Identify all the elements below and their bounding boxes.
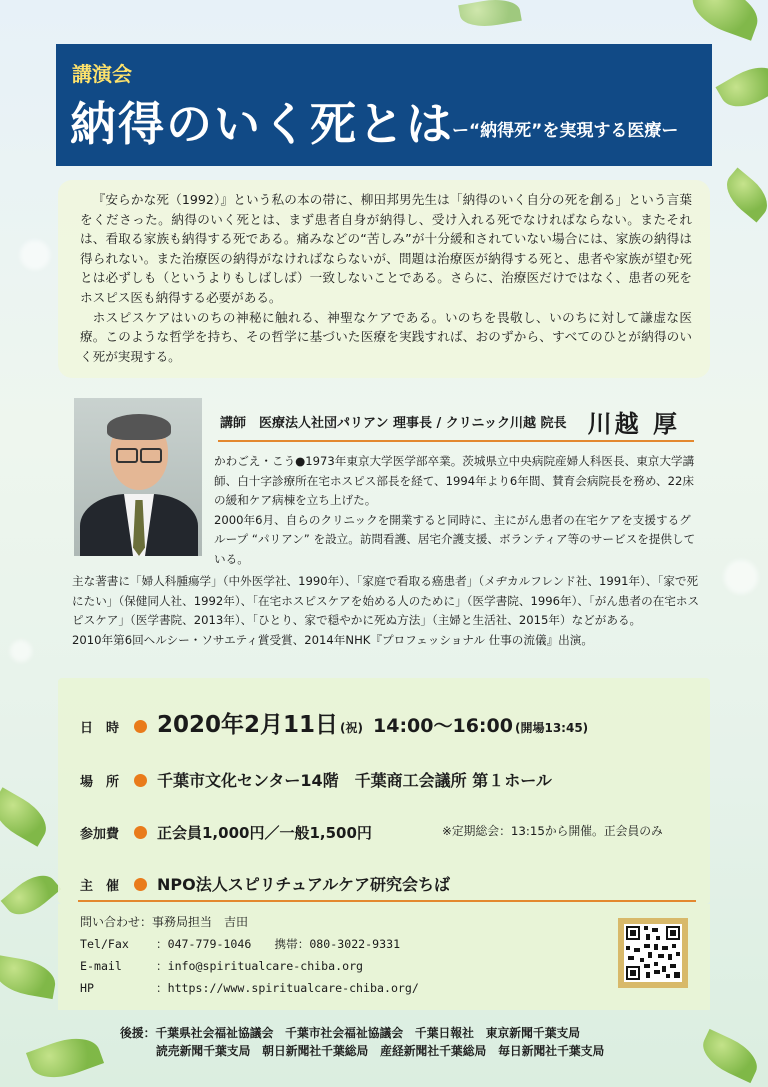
event-host: NPO法人スピリチュアルケア研究会ちば bbox=[157, 875, 450, 894]
leaf-decoration bbox=[26, 1029, 104, 1087]
bullet-dot-icon bbox=[134, 826, 147, 839]
event-fee: 正会員1,000円／一般1,500円 bbox=[157, 824, 372, 842]
lecturer-bio bbox=[214, 452, 696, 569]
photo-glasses bbox=[116, 448, 138, 463]
sponsors-line: 読売新聞千葉支局 朝日新聞社千葉総局 産経新聞社千葉総局 毎日新聞社千葉支局 bbox=[156, 1044, 605, 1058]
leaf-decoration bbox=[696, 1029, 764, 1083]
event-time: 14:00～16:00 bbox=[373, 715, 513, 737]
email-link[interactable]: ：info@spiritualcare-chiba.org bbox=[156, 959, 364, 973]
qr-code-frame bbox=[618, 918, 688, 988]
date-label: 日 時 bbox=[80, 721, 120, 736]
photo-hair bbox=[107, 414, 171, 440]
lecturer-name: 川越 厚 bbox=[587, 410, 680, 438]
bokeh-decoration bbox=[10, 640, 32, 662]
leaf-decoration bbox=[1, 866, 62, 924]
bullet-dot-icon bbox=[134, 720, 147, 733]
works-paragraph: 主な著書に「婦人科腫瘍学」（中外医学社、1990年）、「家庭で看取る癌患者」（メヂカルフレンド社、1991年）、「家で死にたい」（保健同人社、1992年）、「在宅ホスピスケアを始める人のために」（医学書院、1996年）、「がん患者の在宅ホスピスケア」（医学書院、2013年）、「ひとり、家で穏やかに死ぬ方法」（主婦と生活社、2015年）などがある。 bbox=[72, 574, 700, 627]
event-place: 千葉市文化センター14階 千葉商工会議所 第１ホール bbox=[157, 771, 552, 790]
fee-note: ※定期総会：13:15から開催。正会員のみ bbox=[442, 824, 663, 838]
place-label: 場 所 bbox=[80, 775, 120, 790]
leaf-decoration bbox=[716, 57, 768, 116]
tel-row bbox=[80, 934, 400, 955]
website-link[interactable]: ：https://www.spiritualcare-chiba.org/ bbox=[156, 981, 419, 995]
email-label: E-mail bbox=[80, 959, 122, 973]
leaf-decoration bbox=[0, 787, 54, 846]
date-row bbox=[80, 706, 588, 739]
lecturer-heading bbox=[218, 404, 694, 442]
title-banner bbox=[56, 44, 712, 166]
leaf-decoration bbox=[458, 0, 522, 31]
page-subtitle: ー“納得死”を実現する医療ー bbox=[452, 121, 679, 141]
leaf-decoration bbox=[0, 955, 58, 999]
sponsors bbox=[120, 1024, 680, 1060]
awards-paragraph: 2010年第6回ヘルシー・ソサエティ賞受賞、2014年NHK『プロフェッショナル 仕事の流儀』出演。 bbox=[72, 632, 593, 647]
qr-code-icon bbox=[624, 924, 682, 982]
place-row bbox=[80, 768, 552, 791]
intro-paragraph: 『安らかな死（1992）』という私の本の帯に、柳田邦男先生は「納得のいく自分の死を創る」という言葉をくださった。納得のいく死とは、まず患者自身が納得し、受け入れる死でなければならない。またそれは、看取る家族も納得する死である。痛みなどの“苦しみ”が十分緩和されていない場合には、家族の納得は得られない。また治療医の納得がなければならないが、問題は治療医が納得する死と、患者や家族が望む死とは必ずしも（というよりもしばしば）一致しないことである。さらに、治療医だけではなく、患者の死をホスピス医も納得する必要がある。 bbox=[80, 192, 692, 305]
page-title: 納得のいく死とは bbox=[70, 97, 454, 151]
event-kicker: 講演会 bbox=[72, 62, 132, 86]
photo-glasses bbox=[140, 448, 162, 463]
fee-label: 参加費 bbox=[80, 827, 120, 842]
host-row bbox=[80, 872, 450, 895]
bullet-dot-icon bbox=[134, 774, 147, 787]
fee-row bbox=[80, 822, 372, 843]
divider bbox=[78, 900, 696, 902]
intro-text-box bbox=[58, 180, 710, 378]
bullet-dot-icon bbox=[134, 878, 147, 891]
leaf-decoration bbox=[718, 167, 768, 222]
bio-paragraph: かわごえ・こう●1973年東京大学医学部卒業。茨城県立中央病院産婦人科医長、東京大学講師、白十字診療所在宅ホスピス部長を経て、1994年より6年間、賛育会病院長を務め、22床の緩和ケア病棟を立ち上げた。 bbox=[214, 454, 695, 507]
sponsors-line: 後援：千葉県社会福祉協議会 千葉市社会福祉協議会 千葉日報社 東京新聞千葉支局 bbox=[120, 1026, 581, 1040]
leaf-decoration bbox=[685, 0, 764, 41]
event-details-box bbox=[58, 678, 710, 904]
bokeh-decoration bbox=[724, 560, 758, 594]
inquiry-row bbox=[80, 912, 248, 933]
event-weekday: (祝) bbox=[340, 721, 364, 735]
bio-paragraph: 2000年6月、自らのクリニックを開業すると同時に、主にがん患者の在宅ケアを支援するグループ “パリアン” を設立。訪問看護、居宅介護支援、ボランティア等のサービスを提供している。 bbox=[214, 512, 696, 566]
lecturer-role: 講師 医療法人社団パリアン 理事長 / クリニック川越 院長 bbox=[220, 416, 567, 431]
hp-label: HP bbox=[80, 981, 94, 995]
inquiry-label: 問い合わせ bbox=[80, 915, 141, 929]
intro-paragraph: ホスピスケアはいのちの神秘に触れる、神聖なケアである。いのちを畏敬し、いのちに対して謙虚な医療。このような哲学を持ち、その哲学に基づいた医療を実践すれば、おのずから、すべてのひとが納得のいく死が実現する。 bbox=[80, 309, 692, 364]
email-row bbox=[80, 956, 363, 977]
lecturer-photo bbox=[74, 398, 202, 556]
bokeh-decoration bbox=[20, 240, 50, 270]
event-date: 2020年2月11日 bbox=[157, 712, 339, 738]
tel-label: Tel/Fax bbox=[80, 937, 129, 951]
tel-value: ：047-779-1046 携帯：080-3022-9331 bbox=[156, 937, 401, 951]
hp-row bbox=[80, 978, 419, 999]
host-label: 主 催 bbox=[80, 879, 120, 894]
contact-box bbox=[58, 904, 710, 1010]
inquiry-value: ：事務局担当 吉田 bbox=[140, 915, 249, 929]
lecturer-works bbox=[72, 572, 700, 650]
doors-open-time: (開場13:45) bbox=[514, 721, 589, 735]
